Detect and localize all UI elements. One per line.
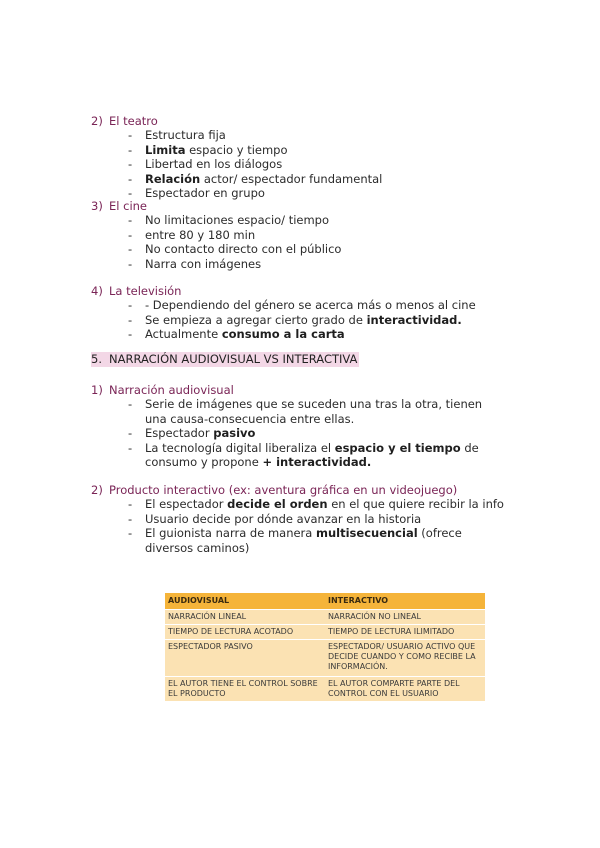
list-item: - - Dependiendo del género se acerca más o menos al cine	[128, 298, 528, 313]
tv-list	[128, 298, 528, 342]
section-heading-tv: 4) La televisión	[91, 284, 182, 298]
table-cell: TIEMPO DE LECTURA ILIMITADO	[325, 625, 485, 640]
table-cell: EL AUTOR COMPARTE PARTE DEL CONTROL CON EL USUARIO	[325, 677, 485, 702]
section-heading-teatro: 2) El teatro	[91, 114, 158, 128]
comparison-table	[165, 593, 485, 702]
list-item: - Espectador en grupo	[128, 186, 528, 201]
table-cell: TIEMPO DE LECTURA ACOTADO	[165, 625, 325, 640]
list-item: - Narra con imágenes	[128, 257, 528, 272]
list-item: - Relación actor/ espectador fundamental	[128, 172, 528, 187]
table-row	[165, 610, 485, 625]
table-cell: ESPECTADOR/ USUARIO ACTIVO QUE DECIDE CUANDO Y COMO RECIBE LA INFORMACIÓN.	[325, 640, 485, 677]
section-heading-producto: 2) Producto interactivo (ex: aventura gráfica en un videojuego)	[91, 483, 458, 497]
table-header-cell: AUDIOVISUAL	[165, 593, 325, 610]
table-cell: NARRACIÓN NO LINEAL	[325, 610, 485, 625]
section-heading-narracion: 1) Narración audiovisual	[91, 383, 234, 397]
list-item: - Espectador pasivo	[128, 426, 503, 441]
producto-list	[128, 497, 508, 555]
table-cell: NARRACIÓN LINEAL	[165, 610, 325, 625]
table-header-cell: INTERACTIVO	[325, 593, 485, 610]
table-cell: ESPECTADOR PASIVO	[165, 640, 325, 677]
list-item: - Serie de imágenes que se suceden una tras la otra, tienen una causa-consecuencia entre ellas.	[128, 397, 503, 426]
list-item: - El espectador decide el orden en el que quiere recibir la info	[128, 497, 508, 512]
list-item: - Limita espacio y tiempo	[128, 143, 528, 158]
teatro-list	[128, 128, 528, 201]
list-item: - No contacto directo con el público	[128, 242, 528, 257]
list-item: - Libertad en los diálogos	[128, 157, 528, 172]
table-cell: EL AUTOR TIENE EL CONTROL SOBRE EL PRODUCTO	[165, 677, 325, 702]
table-header-row	[165, 593, 485, 610]
list-item: - La tecnología digital liberaliza el espacio y el tiempo de consumo y propone + interactividad.	[128, 441, 503, 470]
section-5-heading: 5. NARRACIÓN AUDIOVISUAL VS INTERACTIVA	[91, 352, 358, 366]
list-item: - Usuario decide por dónde avanzar en la historia	[128, 512, 508, 527]
section-heading-cine: 3) El cine	[91, 199, 147, 213]
table-row	[165, 677, 485, 702]
table-row	[165, 640, 485, 677]
list-item: - entre 80 y 180 min	[128, 228, 528, 243]
list-item: - Actualmente consumo a la carta	[128, 327, 528, 342]
table-row	[165, 625, 485, 640]
list-item: - Se empieza a agregar cierto grado de interactividad.	[128, 313, 528, 328]
list-item: - El guionista narra de manera multisecuencial (ofrece diversos caminos)	[128, 526, 508, 555]
list-item: - Estructura fija	[128, 128, 528, 143]
cine-list	[128, 213, 528, 271]
list-item: - No limitaciones espacio/ tiempo	[128, 213, 528, 228]
narracion-list	[128, 397, 503, 470]
